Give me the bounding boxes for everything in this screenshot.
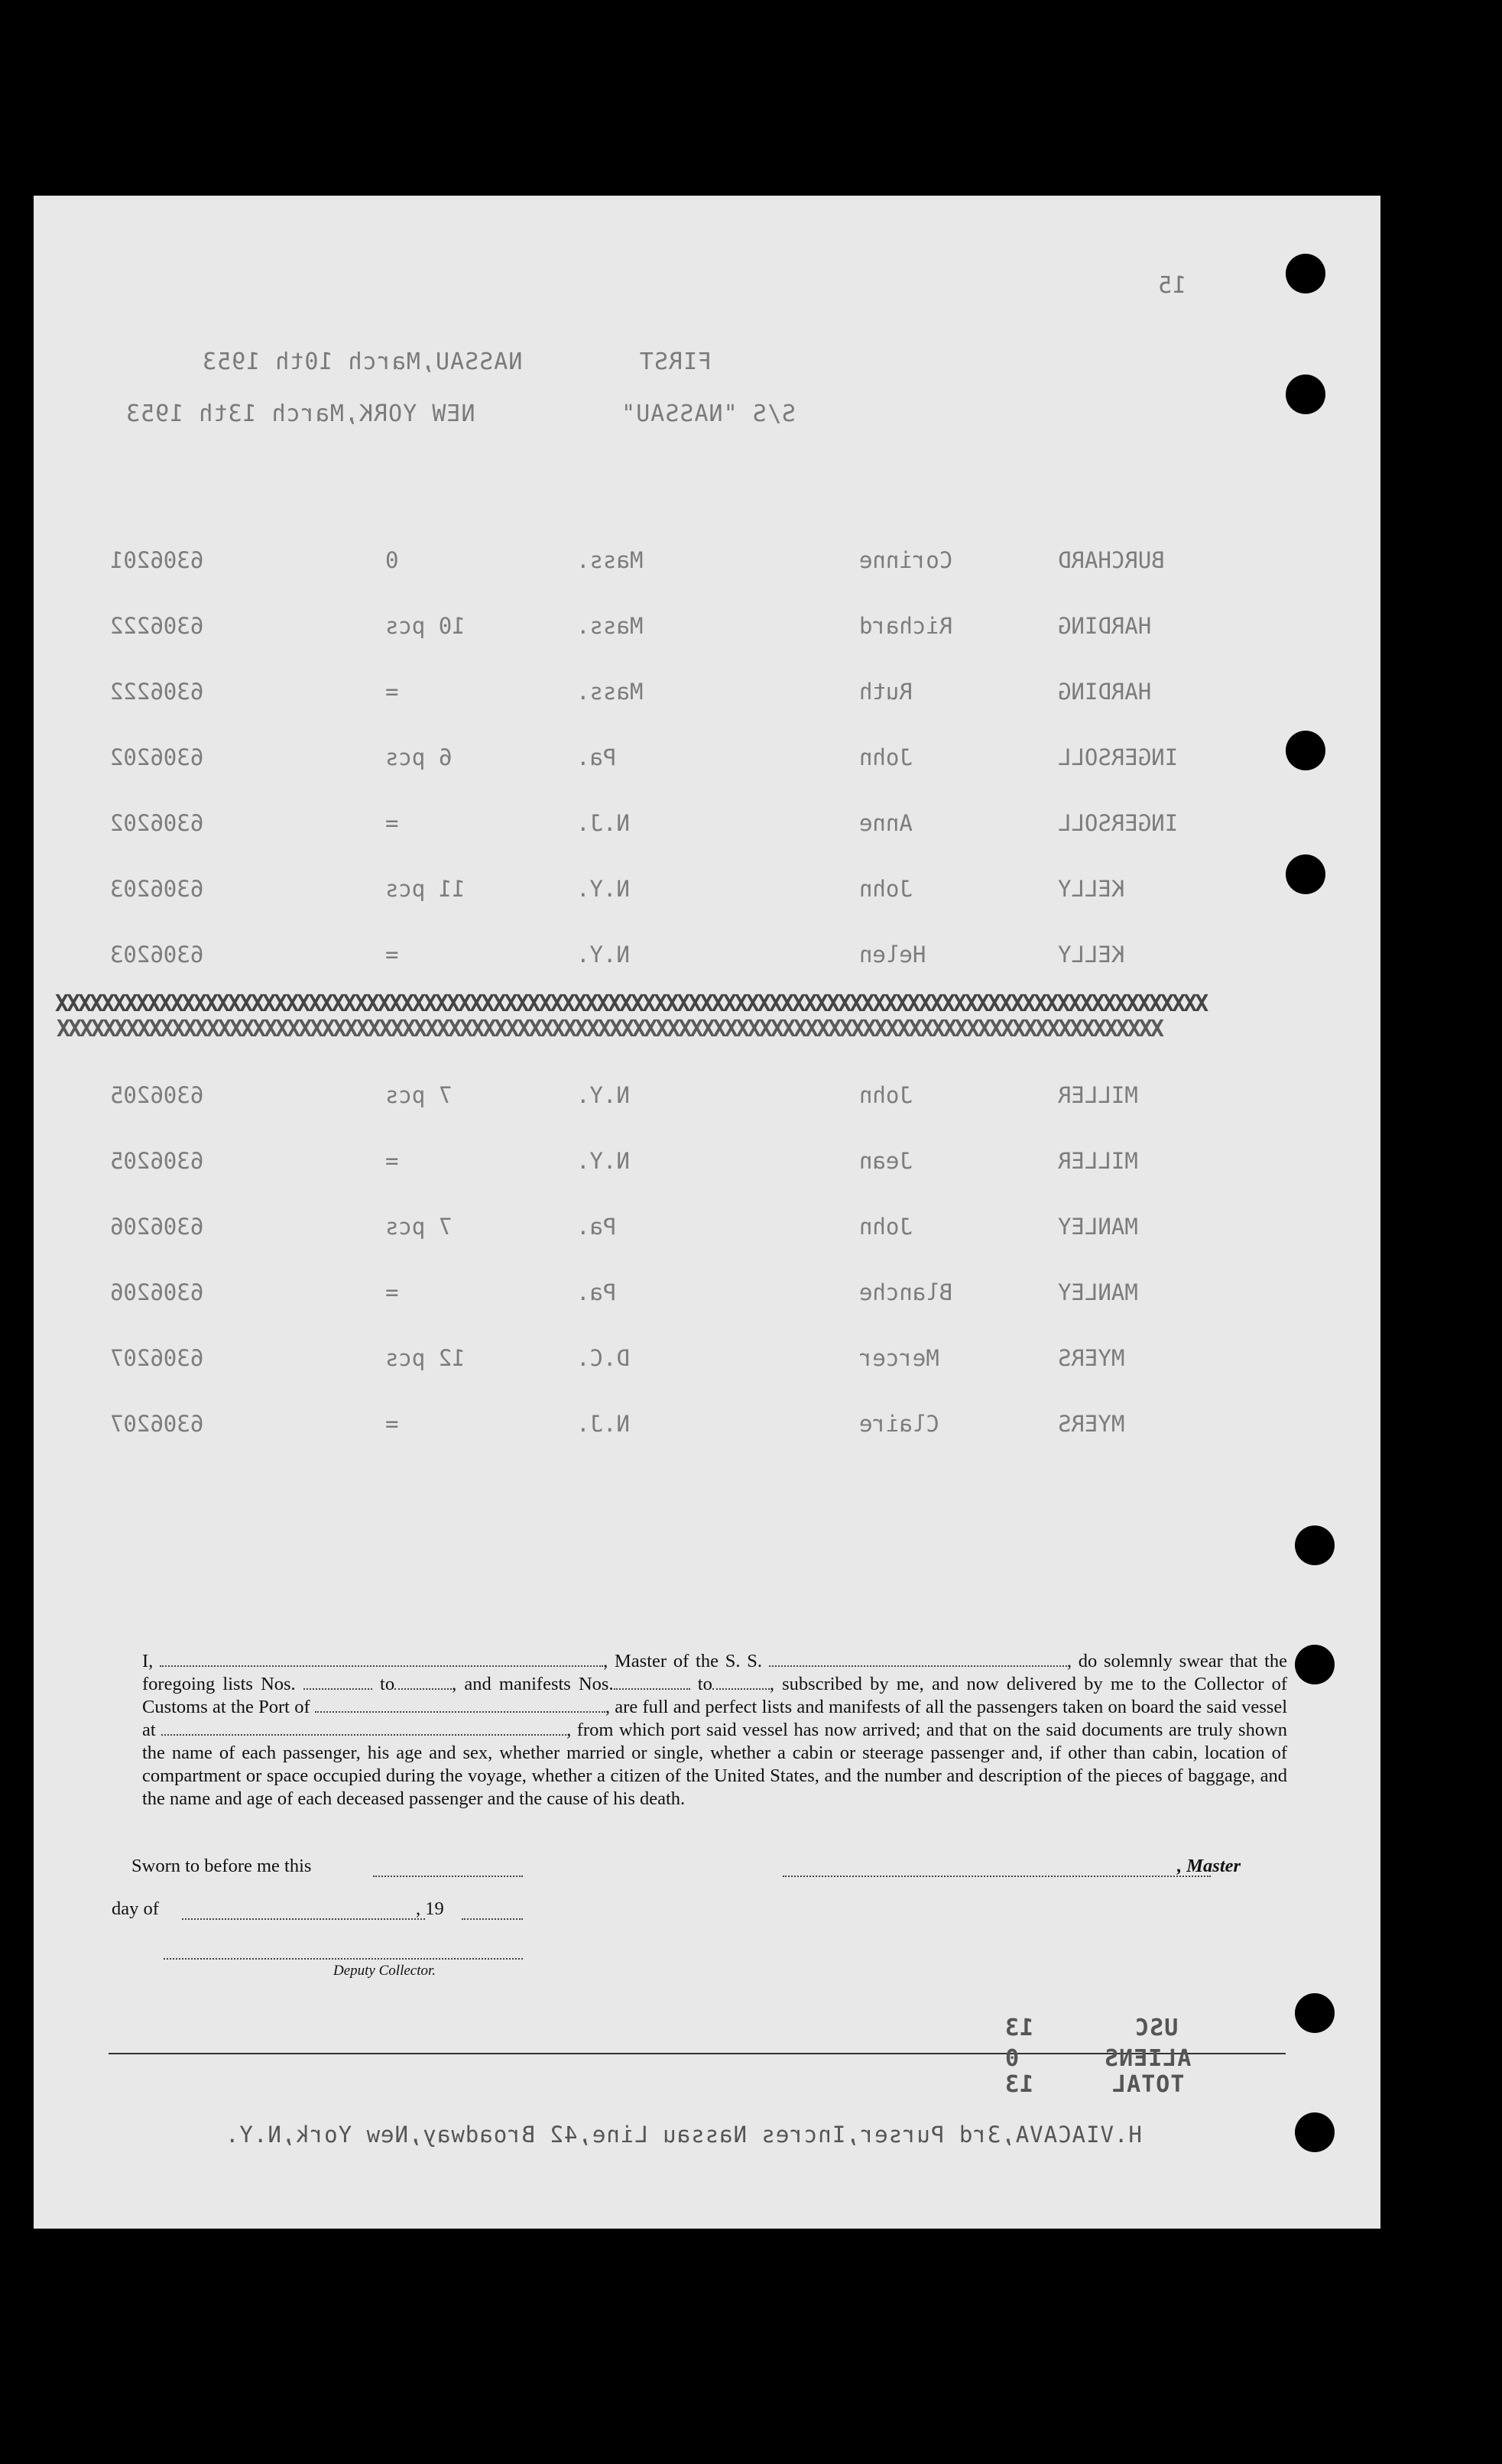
cell-state: Mass. xyxy=(576,679,644,705)
cell-state: N.Y. xyxy=(576,1148,630,1174)
oath-body: port said vessel has now arrived; and that on the said documents are truly shown the name of each passenger, his age and sex, whether married or single, whether a cabin or steerage passenger and, if other than cabin, location of compartment or space occupied during the voyage, whether a citizen of the United States, and the number and description of the pieces of baggage, and the name and age of each deceased passenger and the cause of his death. xyxy=(142,1720,1288,1809)
cell-ticket: 6306206 xyxy=(110,1279,204,1305)
cell-pieces: 7 pcs xyxy=(385,1214,453,1240)
cell-given: Anne xyxy=(859,810,913,836)
cell-surname: MANLEY xyxy=(1058,1214,1138,1240)
binder-hole xyxy=(1286,854,1325,894)
cell-state: N.J. xyxy=(576,1411,630,1437)
cell-given: John xyxy=(859,876,913,902)
cell-ticket: 6306207 xyxy=(110,1345,204,1371)
table-row xyxy=(34,1148,1380,1179)
cell-ticket: 6306202 xyxy=(110,744,204,770)
cell-pieces: 0 xyxy=(385,547,399,573)
table-row xyxy=(34,744,1380,775)
cell-pieces: = xyxy=(385,679,399,705)
voyage-line-departure: FIRST NASSAU,March 10th 1953 xyxy=(202,349,712,375)
table-row xyxy=(34,1279,1380,1310)
cell-state: N.J. xyxy=(576,810,630,836)
cell-surname: MYERS xyxy=(1058,1345,1125,1371)
oath-i: I, xyxy=(142,1651,154,1671)
oath-manifests: , and manifests Nos. xyxy=(452,1674,614,1694)
cell-given: John xyxy=(859,1214,913,1240)
cell-ticket: 6306222 xyxy=(110,613,204,639)
master-label: , Master xyxy=(1177,1856,1241,1876)
voyage-line-arrival: S/S "NASSAU" NEW YORK,March 13th 1953 xyxy=(125,400,796,427)
totals-aliens-value: 0 xyxy=(1004,2045,1020,2072)
folio-number: 15 xyxy=(1157,272,1187,299)
cell-ticket: 6306206 xyxy=(110,1214,204,1240)
cell-surname: KELLY xyxy=(1058,876,1125,902)
cell-given: Richard xyxy=(859,613,953,639)
cell-ticket: 6306203 xyxy=(110,876,204,902)
cell-ticket: 6306222 xyxy=(110,679,204,705)
cell-surname: KELLY xyxy=(1058,942,1125,968)
struck-line: XXXXXXXXXXXXXXXXXXXXXXXXXXXXXXXXXXXXXXXXXXXXXXXXXXXXXXXXXXXXXXXXXXXXXXXXXXXXXXXXXXXXXXXXXXXXXXXXXXXX xyxy=(55,990,1207,1016)
cell-pieces: = xyxy=(385,942,399,968)
cell-pieces: 11 pcs xyxy=(385,876,466,902)
binder-hole xyxy=(1295,1993,1335,2033)
purser-signature: H.VIACAVA,3rd Purser,Incres Nassau Line,42 Broadway,New York,N.Y. xyxy=(225,2122,1142,2148)
table-row xyxy=(34,1214,1380,1244)
cell-given: Blanche xyxy=(859,1279,953,1305)
cell-pieces: 12 pcs xyxy=(385,1345,466,1371)
oath-taken: manifests of all the passengers taken on board the said vessel at xyxy=(142,1697,1288,1740)
cell-pieces: = xyxy=(385,1411,399,1437)
cell-ticket: 6306207 xyxy=(110,1411,204,1437)
oath-text xyxy=(142,1650,1287,1811)
table-row xyxy=(34,1082,1380,1113)
cell-surname: HARDING xyxy=(1058,613,1152,639)
cell-state: Mass. xyxy=(576,613,644,639)
cell-state: Pa. xyxy=(576,1279,617,1305)
table-row xyxy=(34,810,1380,841)
table-row xyxy=(34,613,1380,644)
totals-usc-value: 13 xyxy=(1004,2015,1034,2041)
cell-given: John xyxy=(859,1082,913,1108)
cell-state: Pa. xyxy=(576,1214,617,1240)
oath-to-2: to xyxy=(697,1674,712,1694)
binder-hole xyxy=(1286,731,1325,770)
table-row xyxy=(34,1411,1380,1441)
oath-solemnly: , do solemnly xyxy=(1066,1651,1173,1671)
binder-hole xyxy=(1286,374,1325,414)
cell-ticket: 6306205 xyxy=(110,1082,204,1108)
cell-pieces: = xyxy=(385,810,399,836)
table-row xyxy=(34,547,1380,578)
oath-master-of: , Master of the S. S. xyxy=(603,1651,763,1671)
oath-from-which: , from which xyxy=(566,1720,665,1740)
cell-state: Pa. xyxy=(576,744,617,770)
cell-state: D.C. xyxy=(576,1345,630,1371)
cell-surname: MILLER xyxy=(1058,1082,1138,1108)
table-row xyxy=(34,1345,1380,1376)
cell-pieces: 7 pcs xyxy=(385,1082,453,1108)
cell-pieces: 6 pcs xyxy=(385,744,453,770)
cell-surname: MANLEY xyxy=(1058,1279,1138,1305)
binder-hole xyxy=(1295,2112,1335,2152)
cell-surname: MILLER xyxy=(1058,1148,1138,1174)
year-label: , 19 xyxy=(416,1898,444,1919)
cell-surname: HARDING xyxy=(1058,679,1152,705)
cell-ticket: 6306202 xyxy=(110,810,204,836)
cell-ticket: 6306205 xyxy=(110,1148,204,1174)
cell-given: Corinne xyxy=(859,547,953,573)
day-of-label: day of xyxy=(112,1898,159,1919)
cell-pieces: = xyxy=(385,1279,399,1305)
totals-aliens-label: ALIENS xyxy=(1104,2045,1192,2072)
cell-surname: INGERSOLL xyxy=(1058,810,1179,836)
oath-perfect: , are full and perfect lists and xyxy=(605,1697,824,1717)
totals-usc-label: USC xyxy=(1134,2015,1179,2041)
table-row xyxy=(34,679,1380,709)
cell-ticket: 6306203 xyxy=(110,942,204,968)
cell-surname: INGERSOLL xyxy=(1058,744,1179,770)
cell-given: Mercer xyxy=(859,1345,939,1371)
cell-pieces: = xyxy=(385,1148,399,1174)
struck-line: XXXXXXXXXXXXXXXXXXXXXXXXXXXXXXXXXXXXXXXXXXXXXXXXXXXXXXXXXXXXXXXXXXXXXXXXXXXXXXXXXXXXXXXXXXXXXXXX xyxy=(57,1016,1162,1042)
oath-subscribed: , subscribed by me, and now xyxy=(769,1674,999,1694)
binder-hole xyxy=(1295,1645,1335,1684)
oath-lists: swear that the foregoing lists Nos. xyxy=(142,1651,1288,1694)
cell-ticket: 6306201 xyxy=(110,547,204,573)
totals-total-value: 13 xyxy=(1004,2071,1034,2098)
oath-port: delivered by me to the Collector of Customs at the Port of xyxy=(142,1674,1288,1717)
oath-to: to xyxy=(380,1674,395,1694)
cell-state: N.Y. xyxy=(576,1082,630,1108)
totals-total-label: TOTAL xyxy=(1111,2071,1185,2098)
cell-surname: BURCHARD xyxy=(1058,547,1165,573)
table-row xyxy=(34,876,1380,906)
table-row xyxy=(34,942,1380,972)
binder-hole xyxy=(1295,1525,1335,1565)
deputy-collector-label: Deputy Collector. xyxy=(333,1963,436,1979)
cell-surname: MYERS xyxy=(1058,1411,1125,1437)
cell-given: Jean xyxy=(859,1148,913,1174)
cell-given: Claire xyxy=(859,1411,939,1437)
cell-state: Mass. xyxy=(576,547,644,573)
cell-given: Ruth xyxy=(859,679,913,705)
manifest-sheet xyxy=(34,196,1380,2229)
cell-given: Helen xyxy=(859,942,926,968)
cell-given: John xyxy=(859,744,913,770)
cell-pieces: 10 pcs xyxy=(385,613,466,639)
cell-state: N.Y. xyxy=(576,942,630,968)
sworn-label: Sworn to before me this xyxy=(131,1856,312,1876)
cell-state: N.Y. xyxy=(576,876,630,902)
binder-hole xyxy=(1286,254,1325,293)
